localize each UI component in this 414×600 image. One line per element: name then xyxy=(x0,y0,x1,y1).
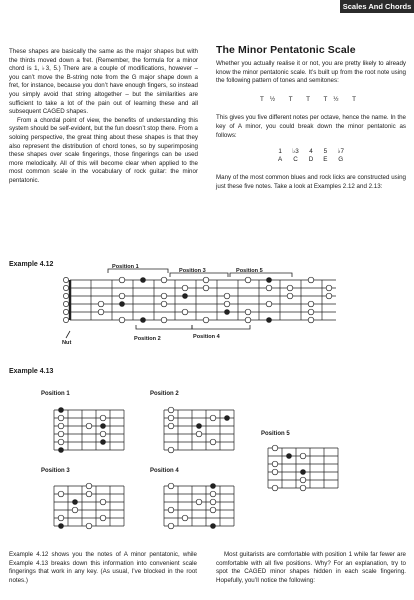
header-rule xyxy=(0,0,340,13)
position-label: Position 4 xyxy=(150,468,179,474)
scale-box-position-5 xyxy=(258,440,348,496)
nut-label: Nut xyxy=(62,340,72,346)
degree: 1 xyxy=(278,148,282,156)
page-header xyxy=(0,0,414,13)
paragraph: Whether you actually realise it or not, you are pretty likely to already know the minor pentatonic scale. It’s built up from the root note using the following pattern of tones and semitones: xyxy=(216,60,406,85)
position-label: Position 5 xyxy=(261,431,290,437)
scale-box-position-3 xyxy=(44,478,134,534)
section-title: Scales And Chords xyxy=(340,0,414,13)
degree: ♭3 xyxy=(292,148,299,156)
position-label: Position 1 xyxy=(112,264,139,270)
note: A xyxy=(278,156,283,164)
scale-box-position-4 xyxy=(154,478,244,534)
position-label: Position 5 xyxy=(236,268,263,274)
position-label: Position 3 xyxy=(179,268,206,274)
scale-box-position-1 xyxy=(44,402,134,458)
fretboard-diagram xyxy=(60,263,350,343)
paragraph: These shapes are basically the same as the major shapes but with the thirds moved down a fret. (Remember, the formula for a minor chord is 1, ♭3, 5.) There are a couple of modifications, however – you can’t move the B-string note from the G major shape down a fret, for instance, because you don’t have enough fingers, so instead you simply avoid that string altogether – but the similarities are sufficient to take a lot of the pain out of learning these and all subsequent CAGED shapes. xyxy=(9,48,198,116)
note: E xyxy=(323,156,328,164)
paragraph: This gives you five different notes per octave, hence the name. In the key of A minor, you could break down the minor pentatonic as follows: xyxy=(216,114,406,139)
position-label: Position 1 xyxy=(41,391,70,397)
scale-box-position-2 xyxy=(154,402,244,458)
position-label: Position 4 xyxy=(193,334,220,340)
section-heading: The Minor Pentatonic Scale xyxy=(216,44,356,56)
note: D xyxy=(308,156,314,164)
position-label: Position 2 xyxy=(134,336,161,342)
degree: 5 xyxy=(323,148,328,156)
position-label: Position 2 xyxy=(150,391,179,397)
degree: ♭7 xyxy=(337,148,344,156)
paragraph: Example 4.12 shows you the notes of A minor pentatonic, while Example 4.13 breaks down this information into convenient scale fingerings that work in any key. (As usual, I’ve blocked in the root notes.) xyxy=(9,551,197,584)
scale-degrees-table xyxy=(273,148,349,164)
note: C xyxy=(293,156,298,164)
example-label: Example 4.13 xyxy=(9,368,54,375)
left-column xyxy=(9,48,198,186)
interval-formula: T½ T T T½ T xyxy=(259,95,363,103)
note: G xyxy=(338,156,344,164)
degree: 4 xyxy=(309,148,313,156)
paragraph: Many of the most common blues and rock licks are constructed using just these five notes. Take a look at Examples 2.12 and 2.13: xyxy=(216,174,406,190)
paragraph: Most guitarists are comfortable with position 1 while far fewer are comfortable with all five positions. Why? For an explanation, try to spot the CAGED minor shapes hidden in each scale fingering. Hopefully, you’ll notice the following: xyxy=(216,551,406,584)
right-column xyxy=(216,44,406,191)
example-label: Example 4.12 xyxy=(9,261,54,268)
paragraph: From a chordal point of view, the benefits of understanding this system should be self-evident, but the fun doesn’t stop there. From a soloing perspective, the great thing about these shapes is that they also represent the distribution of chord tones, so by superimposing these shapes over scale fingerings, those fingerings can be used more melodically. All of this will become clear when applied to the most common scale in the vocabulary of rock guitar: the minor pentatonic. xyxy=(9,116,198,184)
position-label: Position 3 xyxy=(41,468,70,474)
